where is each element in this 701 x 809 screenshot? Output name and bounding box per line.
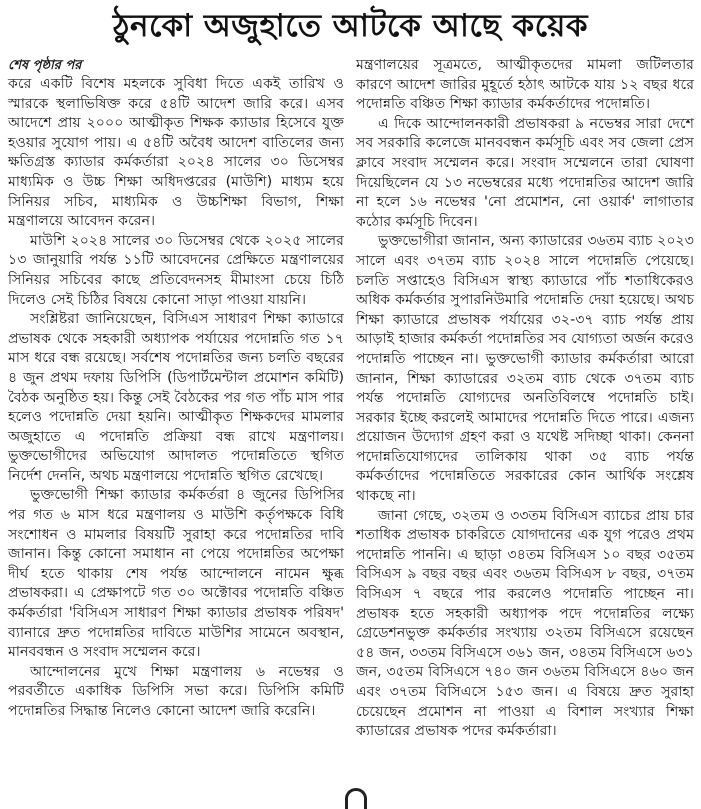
article-column-right bbox=[356, 56, 694, 742]
paragraph: এ দিকে আন্দোলনকারী প্রভাষকরা ৯ নভেম্বর সারা দেশে সব সরকারি কলেজে মানববন্ধন কর্মসূচি এবং সব জেলা প্রেস ক্লাবে সংবাদ সম্মেলন করে। সংবাদ সম্মেলনে তারা ঘোষণা দিয়েছিলেন যে ১৩ নভেম্বরের মধ্যে পদোন্নতির আদেশ জারি না হলে ১৬ নভেম্বর 'নো প্রমোশন, নো ওয়ার্ক' লাগাতার কঠোর কর্মসূচি দিবেন। bbox=[356, 115, 694, 230]
paragraph: সংশ্লিষ্টরা জানিয়েছেন, বিসিএস সাধারণ শিক্ষা ক্যাডারে প্রভাষক থেকে সহকারী অধ্যাপক পর্যায়ের পদোন্নতি গত ১৭ মাস ধরে বন্ধ রয়েছে। সর্বশেষ পদোন্নতির জন্য চলতি বছরের ৪ জুন প্রথম দফায় ডিপিসি (ডিপার্টমেন্টাল প্রমোশন কমিটি) বৈঠক অনুষ্ঠিত হয়। কিন্তু সেই বৈঠকের পর গত পাঁচ মাস পার হলেও পদোন্নতি দেয়া হয়নি। আত্মীকৃত শিক্ষকদের মামলার অজুহাতে এ পদোন্নতি প্রক্রিয়া বন্ধ রাখে মন্ত্রণালয়। ভুক্তভোগীদের অভিযোগ আদালত পদোন্নতিতে স্থগিত নির্দেশ দেননি, অথচ মন্ত্রণালয়ে পদোন্নতি স্থগিত রেখেছে। bbox=[8, 311, 344, 484]
continued-from-label: শেষ পৃষ্ঠার পর bbox=[8, 58, 82, 73]
paragraph: করে একটি বিশেষ মহলকে সুবিধা দিতে একই তারিখ ও স্মারকে স্থলাভিষিক্ত করে ৫৪টি আদেশ জারি করে। এসব আদেশে প্রায় ২০০০ আত্মীকৃত শিক্ষক ক্যাডার হিসেবে যুক্ত হওয়ার সুযোগ পায়। এ ৫৪টি অবৈধ আদেশ বাতিলের জন্য ক্ষতিগ্রস্ত ক্যাডার কর্মকর্তারা ২০২৪ সালের ৩০ ডিসেম্বর মাধ্যমিক ও উচ্চ শিক্ষা অধিদপ্তরের (মাউশি) মাধ্যম হয়ে সিনিয়র সচিব, মাধ্যমিক ও উচ্চশিক্ষা বিভাগ, শিক্ষা মন্ত্রণালয়ে আবেদন করেন। bbox=[8, 76, 344, 230]
paragraph: মাউশি ২০২৪ সালের ৩০ ডিসেম্বর থেকে ২০২৫ সালের ১৩ জানুয়ারি পর্যন্ত ১১টি আবেদনের প্রেক্ষিতে মন্ত্রণালয়ের সিনিয়র সচিবের কাছে প্রতিবেদনসহ মীমাংসা চেয়ে চিঠি দিলেও সেই চিঠির বিষয়ে কোনো সাড়া পাওয়া যায়নি। bbox=[8, 232, 344, 308]
paragraph: ভুক্তভোগী শিক্ষা ক্যাডার কর্মকর্তরা ৪ জুনের ডিপিসির পর গত ৬ মাস ধরে মন্ত্রণালয় ও মাউশি কর্তৃপক্ষকে বিধি সংশোধন ও মামলার বিষয়টি সুরাহা করে পদোন্নতির দাবি জানান। কিন্তু কোনো সমাধান না পেয়ে পদোন্নতির অপেক্ষা দীর্ঘ হতে থাকায় শেষ পর্যন্ত আন্দোলনে নামেন ক্ষুব্ধ প্রভাষকরা। এ প্রেক্ষাপটে গত ৩০ অক্টোবর পদোন্নতি বঞ্চিত কর্মকর্তারা 'বিসিএস সাধারণ শিক্ষা ক্যাডার প্রভাষক পরিষদ' ব্যানারে দ্রুত পদোন্নতির দাবিতে মাউশির সামেনে অবস্থান, মানববন্ধন ও সংবাদ সম্মেলন করে। bbox=[8, 487, 344, 661]
headline: ঠুনকো অজুহাতে আটকে আছে কয়েক bbox=[112, 8, 589, 44]
paragraph: মন্ত্রণালয়ের সূত্রমতে, আত্মীকৃতদের মামলা জটিলতার কারণে আদেশ জারির মুহূর্তে হঠাৎ আটকে যায় ১২ বছর ধরে পদোন্নতি বঞ্চিত শিক্ষা ক্যাডার কর্মকর্তাদের পদোন্নতি। bbox=[356, 57, 694, 113]
paragraph: ভুক্তভোগীরা জানান, অন্য ক্যাডারের ৩৬তম ব্যাচ ২০২৩ সালে এবং ৩৭তম ব্যাচ ২০২৪ সালে পদোন্নতি পেয়েছে। চলতি সপ্তাহেও বিসিএস স্বাস্থ্য ক্যাডারে পাঁচ শতাধিকেরও অধিক কর্মকর্তার সুপারনিউমারি পদোন্নতি দেয়া হয়েছে। অথচ শিক্ষা ক্যাডারে প্রভাষক পর্যায়ের ৩২-৩৭ ব্যাচ পর্যন্ত প্রায় আড়াই হাজার কর্মকর্তা পদোন্নতির সব যোগ্যতা অর্জন করেও পদোন্নতি পাচ্ছেন না। ভুক্তভোগী ক্যাডার কর্মকর্তারা আরো জানান, শিক্ষা ক্যাডারের ৩২তম ব্যাচ থেকে ৩৭তম ব্যাচ পর্যন্ত পদোন্নতি যোগ্যদের অনতিবিলম্বে পদোন্নতি চাই। সরকার ইচ্ছে করলেই আমাদের পদোন্নতি দিতে পারে। এজন্য প্রয়োজন উদ্যোগ গ্রহণ করা ও যথেষ্ট সদিচ্ছা থাকা। কেননা পদোন্নতিযোগ্যদের তালিকায় থাকা ৩৫ ব্যাচ পর্যন্ত কর্মকর্তাদের পদোন্নতিতে সরকারের কোন আর্থিক সংশ্লেষ থাকছে না। bbox=[356, 233, 694, 505]
paragraph: জানা গেছে, ৩২তম ও ৩৩তম বিসিএস ব্যাচের প্রায় চার শতাধিক প্রভাষক চাকরিতে যোগদানের এক যুগ পরেও প্রথম পদোন্নতি পাননি। এ ছাড়া ৩৪তম বিসিএস ১০ বছর ৩৫তম বিসিএস ৯ বছর বছর এবং ৩৬তম বিসিএস ৮ বছর, ৩৭তম বিসিএস ৭ বছরে পার করলেও পদোন্নতি পাচ্ছেন না। প্রভাষক হতে সহকারী অধ্যাপক পদে পদোন্নতির লক্ষ্যে গ্রেডেশনভুক্ত কর্মকর্তার সংখ্যায় ৩২তম বিসিএসে রয়েছেন ৫৪ জন, ৩৩তম বিসিএসে ৩৬১ জন, ৩৪তম বিসিএসে ৬৩১ জন, ৩৫তম বিসিএসে ৭৪০ জন ৩৬তম বিসিএসে ৪৬০ জন এবং ৩৭তম বিসিএসে ১৫৩ জন। এ বিষয়ে দ্রুত সুরাহা চেয়েছেন প্রমোশন না পাওয়া এ বিশাল সংখ্যার শিক্ষা ক্যাডারের প্রভাষক পদের কর্মকর্তারা। bbox=[356, 507, 694, 740]
paragraph: আন্দোলনের মুখে শিক্ষা মন্ত্রণালয় ৬ নভেম্বর ও পরবর্তীতে একাধিক ডিপিসি সভা করে। ডিপিসি কমিটি পদোন্নতির সিদ্ধান্ত নিলেও কোনো আদেশ জারি করেনি। bbox=[8, 663, 344, 719]
article-column-left bbox=[8, 56, 344, 722]
